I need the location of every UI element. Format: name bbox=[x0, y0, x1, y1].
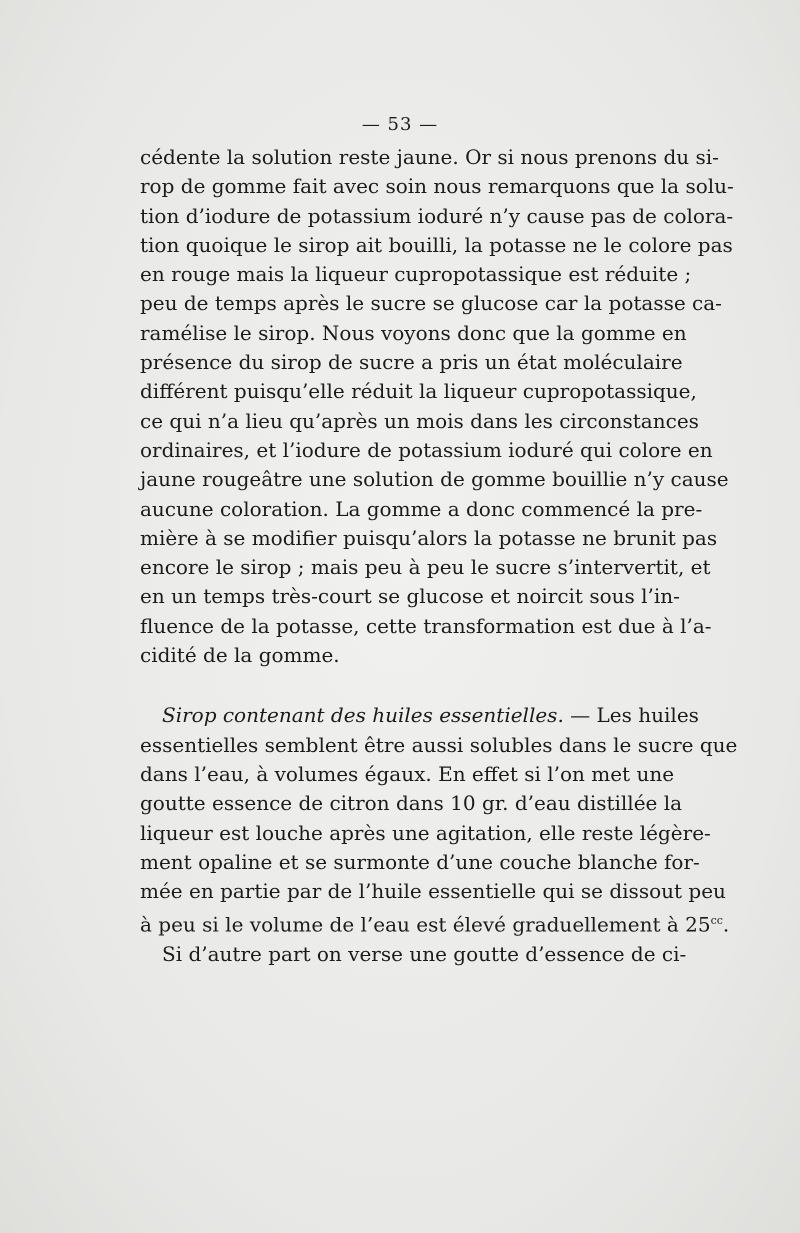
heading-continuation: — Les huiles bbox=[563, 703, 699, 728]
section-heading: Sirop contenant des huiles essentielles. bbox=[162, 703, 564, 728]
paragraph-essential-oils bbox=[140, 701, 738, 940]
text-line: tion quoique le sirop ait bouilli, la potasse ne le colore pas bbox=[140, 232, 733, 257]
text-line-heading bbox=[140, 701, 699, 730]
text-line: ce qui n’a lieu qu’après un mois dans les circonstances bbox=[140, 408, 699, 433]
text-line: en un temps très-court se glucose et noircit sous l’in- bbox=[140, 584, 680, 609]
text-line: ment opaline et se surmonte d’une couche blanche for- bbox=[140, 849, 700, 874]
text-line: aucune coloration. La gomme a donc commencé la pre- bbox=[140, 496, 703, 521]
text-line: fluence de la potasse, cette transformation est due à l’a- bbox=[140, 613, 712, 638]
text-line: essentielles semblent être aussi solubles dans le sucre que bbox=[140, 732, 738, 757]
text-line: rop de gomme fait avec soin nous remarquons que la solu- bbox=[140, 174, 734, 199]
text-line: ordinaires, et l’iodure de potassium ioduré qui colore en bbox=[140, 437, 713, 462]
text-line-main: à peu si le volume de l’eau est élevé graduellement à 25 bbox=[140, 913, 711, 938]
unit-superscript: cc bbox=[710, 914, 723, 928]
text-line: mée en partie par de l’huile essentielle qui se dissout peu bbox=[140, 879, 726, 904]
text-line: peu de temps après le sucre se glucose car la potasse ca- bbox=[140, 291, 722, 316]
text-line: présence du sirop de sucre a pris un état moléculaire bbox=[140, 350, 683, 375]
text-line: tion d’iodure de potassium ioduré n’y cause pas de colora- bbox=[140, 203, 734, 228]
text-line: dans l’eau, à volumes égaux. En effet si l’on met une bbox=[140, 761, 675, 786]
text-line: différent puisqu’elle réduit la liqueur cupropotassique, bbox=[140, 379, 697, 404]
page-content bbox=[140, 143, 738, 970]
text-line-unit bbox=[140, 906, 730, 940]
text-line: ramélise le sirop. Nous voyons donc que la gomme en bbox=[140, 320, 687, 345]
sentence-end: . bbox=[722, 913, 730, 938]
paragraph-gap bbox=[140, 670, 625, 701]
text-line: goutte essence de citron dans 10 gr. d’eau distillée la bbox=[140, 791, 683, 816]
paragraph-next bbox=[140, 940, 687, 969]
text-line: cédente la solution reste jaune. Or si nous prenons du si- bbox=[140, 145, 719, 169]
text-line: mière à se modifier puisqu’alors la potasse ne brunit pas bbox=[140, 525, 718, 550]
text-line: encore le sirop ; mais peu à peu le sucre s’intervertit, et bbox=[140, 555, 711, 580]
text-line: liqueur est louche après une agitation, elle reste légère- bbox=[140, 820, 711, 845]
paragraph-gum-syrup bbox=[140, 143, 734, 670]
text-line: cidité de la gomme. bbox=[140, 643, 340, 668]
text-line: jaune rougeâtre une solution de gomme bouillie n’y cause bbox=[140, 467, 729, 492]
text-line: Si d’autre part on verse une goutte d’essence de ci- bbox=[162, 942, 687, 967]
page-number: — 53 — bbox=[361, 114, 439, 135]
text-line: en rouge mais la liqueur cupropotassique est réduite ; bbox=[140, 262, 692, 287]
